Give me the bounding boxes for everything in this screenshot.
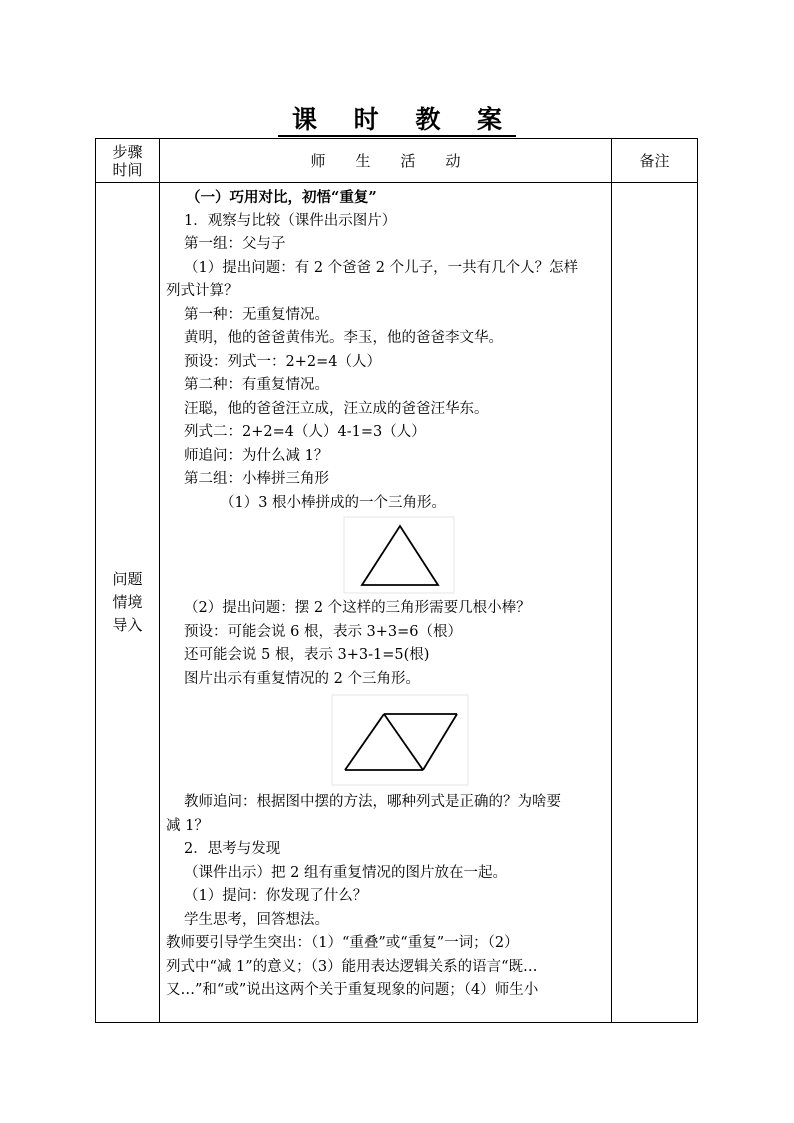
step-label-line: 问题 [112,570,143,588]
text-line: 学生思考，回答想法。 [184,911,329,928]
text-line: 还可能会说 5 根，表示 3+3-1=5(根) [184,647,430,663]
activities-cell [160,183,612,1023]
text-line: 列式二：2+2=4（人）4-1=3（人） [184,424,426,440]
text-line: 教师追问：根据图中摆的方法，哪种列式是正确的？为啥要 [184,794,561,810]
section-title: （一）巧用对比，初悟“重复” [186,189,377,206]
text-line: 汪聪，他的爸爸汪立成，汪立成的爸爸汪华东。 [184,400,489,417]
text-line: 第二组：小棒拼三角形 [184,471,329,487]
activities-text [166,186,605,1003]
text-line: 2．思考与发现 [184,841,281,857]
text-line: （1）提出问题：有 2 个爸爸 2 个儿子，一共有几个人？怎样 [184,259,579,276]
text-line: 第一种：无重复情况。 [184,306,329,323]
text-line: 1．观察与比较（课件出示图片） [184,212,397,229]
text-line: 师追问：为什么减 1？ [184,447,329,464]
single-triangle-figure [166,515,606,597]
figure-frame [332,695,468,785]
header-time-label: 时间 [112,160,143,179]
header-step-time [96,139,160,183]
notes-cell [612,183,698,1023]
header-notes: 备注 [612,139,698,183]
text-line: 第一组：父与子 [184,236,286,252]
text-line: （课件出示）把 2 组有重复情况的图片放在一起。 [184,864,507,881]
double-triangle-figure [166,691,606,791]
table-row [96,183,698,1023]
lesson-plan-table [95,138,698,1023]
text-line: 列式中“减 1”的意义；（3）能用表达逻辑关系的语言“既… [166,958,538,975]
text-line: 列式计算？ [166,283,239,299]
text-line: 预设：可能会说 6 根，表示 3+3=6（根） [184,623,463,640]
step-label-line: 情境 [112,593,143,611]
step-label-line: 导入 [112,616,143,634]
triangle-shape [362,526,438,585]
text-line: 黄明，他的爸爸黄伟光。李玉，他的爸爸李文华。 [184,330,503,346]
shared-stick-line [384,714,423,770]
text-line: 减 1？ [166,817,209,834]
step-label-cell [96,183,160,1023]
header-activities: 师 生 活 动 [160,139,612,183]
text-line: 又…”和“或”说出这两个关于重复现象的问题；（4）师生小 [166,982,539,998]
text-line: 图片出示有重复情况的 2 个三角形。 [184,670,420,687]
text-line: 预设：列式一：2+2=4（人） [184,353,381,370]
page-title: 课 时 教 案 [0,100,794,136]
header-step-label: 步骤 [112,142,143,161]
text-line: 第二种：有重复情况。 [184,377,329,393]
table-header-row [96,139,698,183]
text-line: （1）3 根小棒拼成的一个三角形。 [220,494,447,511]
text-line: （2）提出问题：摆 2 个这样的三角形需要几根小棒？ [184,600,531,616]
stick-line [423,714,457,770]
text-line: （1）提问：你发现了什么？ [184,888,368,904]
text-line: 教师要引导学生突出：（1）“重叠”或“重复”一词；（2） [166,935,519,951]
stick-line [345,714,384,770]
